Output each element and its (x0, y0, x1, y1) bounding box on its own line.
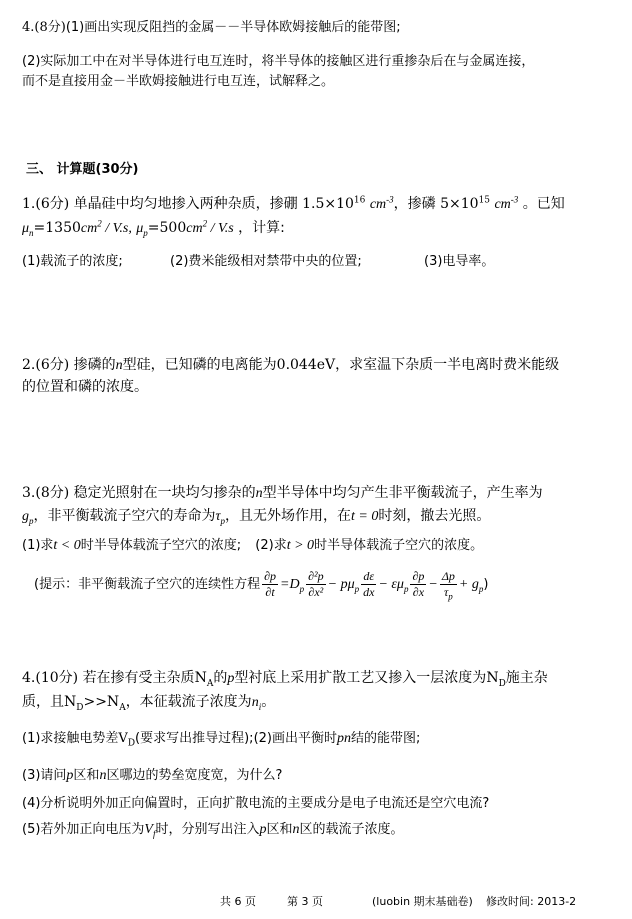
q2-line1 (22, 355, 618, 376)
eq-D (289, 577, 304, 592)
q1-text-b: ，掺磷 (393, 196, 436, 212)
eq-frac-Dp-tau (440, 569, 457, 600)
q3-n: n (255, 486, 263, 501)
q4-text-b: 的 (213, 670, 228, 686)
q1-mob-unit-text: cm (80, 221, 98, 236)
q4-cmp-sub2: A (119, 702, 126, 713)
q1-phos-exp: 15 (478, 195, 491, 206)
q4-line1 (22, 668, 618, 689)
q1-sub1: (1)载流子的浓度; (22, 254, 123, 269)
eq-minus: − (428, 577, 438, 592)
q4-sub5 (22, 820, 618, 840)
q3-text-c: ，非平衡载流子空穴的寿命为 (33, 508, 216, 524)
q1-text-c: 。已知 (522, 196, 565, 212)
q4-NA-symbol: N (194, 670, 207, 686)
section3-title: 三、 计算题(30分) (26, 162, 139, 177)
q4-sub3-p: p (66, 768, 74, 783)
eq-tau-sub: p (448, 591, 453, 602)
eq-frac-de-dx (361, 569, 376, 600)
q4-VD-symbol: V (118, 731, 128, 746)
q1-line2 (22, 218, 618, 239)
eq-term1 (328, 577, 359, 592)
q3-hint (34, 566, 618, 604)
q4-sub5-p: p (259, 822, 267, 837)
q1-phos-mantissa: 5×10 (440, 196, 479, 212)
q3-g-sub: p (29, 515, 34, 526)
q3-text-d: ，且无外场作用，在 (225, 508, 352, 524)
q4-line2-b: ，本征载流子浓度为 (125, 694, 252, 710)
q4-sub1-b: (要求写出推导过程); (135, 731, 254, 746)
eq-tau-den (440, 585, 457, 600)
q4-sub2-b: 结的能带图; (350, 731, 421, 746)
q3-tau-sub: p (220, 515, 226, 526)
part2-q4-head: 4.(8分) (22, 20, 66, 35)
q2-text-b: 型硅，已知磷的电离能为 (122, 357, 277, 373)
q1-text-d: ，计算: (238, 220, 285, 236)
q4-compare (64, 694, 126, 713)
eq-frac-dp-dx (410, 569, 426, 600)
part2-q4-text2: (2)实际加工中在对半导体进行电互连时，将半导体的接触区进行重掺杂后在与金属连接， (22, 54, 535, 69)
q1-mu-n (22, 221, 34, 236)
q4-VD-sub: D (127, 738, 136, 749)
q1-sub2: (2)费米能级相对禁带中央的位置; (170, 254, 362, 269)
q1-boron-exp: 16 (353, 195, 366, 206)
eq-frac-dp-dt (262, 569, 278, 600)
eq-dx3: ∂x (412, 585, 425, 599)
q3-g-symbol: g (22, 509, 29, 524)
q4-ND-symbol: N (486, 670, 499, 686)
q3-t0: t = 0 (351, 509, 379, 524)
eq-D-sub: p (299, 583, 305, 594)
eq-d2p: ∂²p (308, 569, 324, 583)
q4-sub4: (4)分析说明外加正向偏置时，正向扩散电流的主要成分是电子电流还是空穴电流? (22, 796, 490, 811)
q1-unit-exp-2: -3 (510, 194, 519, 205)
q1-subquestions (22, 252, 618, 272)
q4-sub3-c: 区哪边的势垒宽度宽，为什么? (106, 768, 283, 783)
q1-boron-mantissa: 1.5×10 (302, 196, 354, 212)
q1-phos-value (440, 196, 490, 212)
q3-tau-symbol: τ (215, 509, 221, 524)
q4-sub3-b: 区和 (73, 768, 100, 783)
q3-head: 3.(8分) (22, 485, 70, 501)
q1-mob-exp: 2 (97, 218, 102, 229)
q4-text-c: 型衬底上采用扩散工艺又掺入一层浓度为 (234, 670, 487, 686)
eq-dx: dx (363, 585, 375, 599)
eq-equals: = (280, 577, 290, 592)
q1-mob-rest: / V.s (105, 221, 129, 236)
q1-mu-p-value: =500 (147, 220, 187, 236)
q3-sub2-a: (2)求 (255, 538, 287, 553)
eq-dx2: ∂x² (308, 585, 324, 599)
eq-dt: ∂t (265, 585, 275, 599)
q1-text-a: 单晶硅中均匀地掺入两种杂质，掺硼 (73, 196, 298, 212)
q1-mob-exp-2: 2 (202, 218, 208, 229)
q4-cmp-mid: >>N (83, 694, 120, 710)
q1-head: 1.(6分) (22, 196, 70, 212)
q1-mob-rest-2: / V.s (210, 221, 234, 236)
part2-q4-line3 (22, 72, 618, 92)
part2-q4-text3: 而不是直接用金－半欧姆接触进行电互连，试解释之。 (22, 74, 335, 89)
eq-plus-sub: p (478, 583, 484, 594)
q4-Vf-symbol: V (144, 822, 153, 837)
eq-t2: − εμ (378, 577, 404, 592)
q1-mu-n-sub: n (29, 227, 34, 238)
q4-Vf-sub: f (152, 828, 156, 839)
q1-mu-p (136, 221, 148, 236)
q2-text-c: ，求室温下杂质一半电离时费米能级 (335, 357, 560, 373)
eq-plus-g (459, 577, 483, 592)
q4-sub5-c: 区和 (266, 822, 293, 837)
q4-ND-sub: D (498, 678, 506, 689)
q1-boron-value (302, 196, 365, 212)
q4-line2 (22, 692, 618, 713)
q2-energy: 0.044eV (276, 357, 336, 373)
eq-Dp: Δp (441, 569, 455, 583)
q1-mu-p-sub: p (143, 227, 148, 238)
footer-modified: 修改时间: 2013-2 (486, 895, 577, 908)
q3-sub1-t: t < 0 (53, 538, 81, 553)
q3-hint-a: (提示：非平衡载流子空穴的连续性方程 (34, 577, 261, 592)
eq-t1-sub: p (354, 583, 360, 594)
q1-phos-unit (494, 194, 519, 212)
q4-ni-symbol: n (251, 695, 259, 710)
q3-subquestions (22, 536, 618, 556)
q3-sub1-a: (1)求 (22, 538, 54, 553)
q1-line1 (22, 194, 618, 215)
part2-q4-line1 (22, 18, 618, 38)
q4-cmp-N: N (64, 694, 77, 710)
q1-unit-text-2: cm (494, 197, 511, 212)
part2-q4-line2 (22, 52, 618, 72)
q4-sub3-n: n (99, 768, 107, 783)
q3-tau (216, 509, 226, 524)
q4-sub2-a: (2)画出平衡时 (253, 731, 337, 746)
q3-text-b: 型半导体中均匀产生非平衡载流子，产生率为 (262, 485, 543, 501)
footer-current-page: 第 3 页 (287, 895, 323, 908)
eq-de: dε (361, 569, 376, 585)
q1-mu-n-symbol: μ (22, 221, 30, 236)
q4-ni (252, 695, 262, 710)
q2-n: n (115, 358, 123, 373)
q4-sub1-a: (1)求接触电势差 (22, 731, 119, 746)
q4-pn: pn (336, 731, 351, 746)
q1-boron-unit (369, 194, 394, 212)
eq-dp: ∂p (264, 569, 277, 583)
q4-sub3-a: (3)请问 (22, 768, 67, 783)
eq-term2 (378, 577, 408, 592)
q3-g (22, 509, 34, 524)
eq-plus: + g (458, 577, 479, 592)
q3-line2 (22, 506, 618, 527)
q4-ni-sub: i (258, 701, 262, 712)
q4-sub5-d: 区的载流子浓度。 (299, 822, 404, 837)
q1-mu-n-value: =1350 (33, 220, 81, 236)
q4-cmp-sub1: D (76, 702, 84, 713)
q1-sub3: (3)电导率。 (424, 254, 495, 269)
q4-line2-c: 。 (261, 694, 276, 710)
q3-sub2-t: t > 0 (286, 538, 315, 553)
footer-total-pages: 共 6 页 (220, 895, 256, 908)
q2-head: 2.(6分) (22, 357, 70, 373)
q3-line1 (22, 483, 618, 504)
q4-text-a: 若在掺有受主杂质 (82, 670, 195, 686)
eq-t2-sub: p (403, 583, 409, 594)
q4-sub1-2 (22, 729, 618, 749)
q4-Vf (144, 822, 155, 837)
q4-sub5-b: 时，分别写出注入 (155, 822, 260, 837)
q1-mob-unit-text-2: cm (186, 221, 203, 236)
q4-NA (194, 670, 214, 689)
q4-head: 4.(10分) (22, 670, 79, 686)
q1-mu-p-symbol: μ (136, 221, 144, 236)
q1-mobility-unit-2 (186, 218, 234, 236)
q4-p: p (227, 671, 235, 686)
q4-sub5-a: (5)若外加正向电压为 (22, 822, 145, 837)
q3-text-a: 稳定光照射在一块均匀掺杂的 (73, 485, 256, 501)
q3-sub2-b: 时半导体载流子空穴的浓度。 (314, 538, 484, 553)
q4-sub5-n: n (292, 822, 300, 837)
q3-text-e: 时刻，撤去光照。 (378, 508, 491, 524)
q4-text-d: 施主杂 (505, 670, 548, 686)
q4-VD (118, 731, 136, 749)
eq-t1: − pμ (327, 577, 355, 592)
eq-dp2: ∂p (412, 569, 425, 583)
q3-sub1-b: 时半导体载流子空穴的浓度; (80, 538, 242, 553)
eq-D-symbol: D (289, 577, 300, 592)
q2-text-a: 掺磷的 (73, 357, 116, 373)
q3-hint-end: ) (483, 577, 489, 592)
q1-unit-text: cm (369, 197, 387, 212)
eq-frac-d2p-dx2 (306, 569, 326, 600)
part2-q4-text1: (1)画出实现反阻挡的金属－－半导体欧姆接触后的能带图; (65, 20, 401, 35)
q4-line2-a: 质，且 (22, 694, 64, 710)
q4-sub3 (22, 766, 618, 786)
q4-NA-sub: A (206, 678, 214, 689)
q2-line2: 的位置和磷的浓度。 (22, 379, 148, 395)
q1-mobility-unit-1: $cm^2 / V.s$, (80, 218, 132, 236)
q4-ND (486, 670, 506, 689)
eq-tau: τ (443, 585, 449, 599)
footer-source: (luobin 期末基础卷) (372, 895, 473, 908)
q1-unit-exp: -3 (386, 194, 394, 205)
